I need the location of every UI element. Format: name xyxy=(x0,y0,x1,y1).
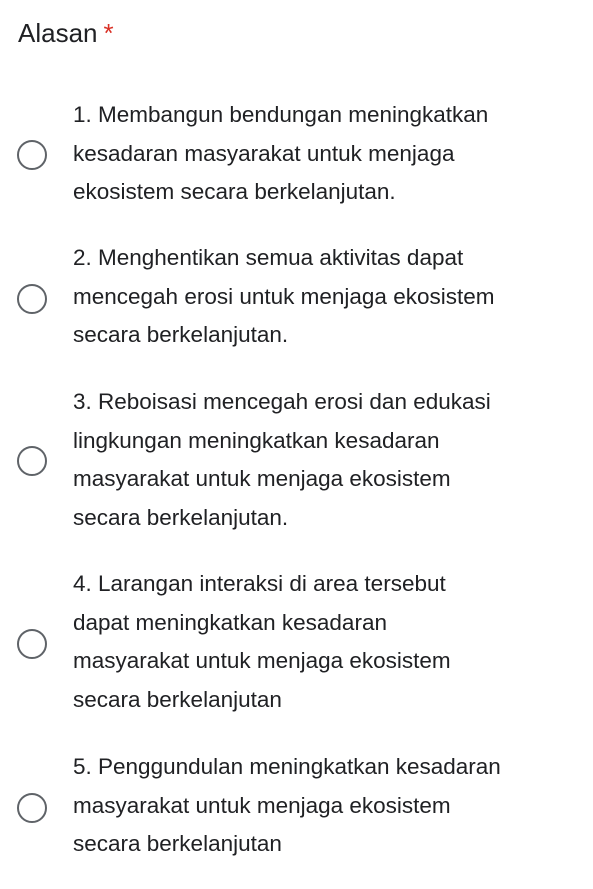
radio-option-5[interactable] xyxy=(0,748,593,868)
option-label[interactable]: 1. Membangun bendungan meningkatkan kesadaran masyarakat untuk menjaga ekosistem secara berkelanjutan. xyxy=(73,102,489,204)
radio-option-4[interactable] xyxy=(0,565,593,723)
question-title-text: Alasan xyxy=(18,18,98,48)
radio-unchecked-icon[interactable] xyxy=(17,284,47,314)
option-label[interactable]: 3. Reboisasi mencegah erosi dan edukasi lingkungan meningkatkan kesadaran masyarakat untuk menjaga ekosistem secara berkelanjutan. xyxy=(73,389,491,530)
radio-option-2[interactable] xyxy=(0,239,593,359)
radio-option-1[interactable] xyxy=(0,96,593,216)
required-star: * xyxy=(103,18,114,48)
option-label[interactable]: 2. Menghentikan semua aktivitas dapat mencegah erosi untuk menjaga ekosistem secara berkelanjutan. xyxy=(73,245,495,347)
option-label[interactable]: 4. Larangan interaksi di area tersebut dapat meningkatkan kesadaran masyarakat untuk menjaga ekosistem secara berkelanjutan xyxy=(73,571,451,712)
radio-unchecked-icon[interactable] xyxy=(17,629,47,659)
question-title xyxy=(18,14,114,52)
radio-option-3[interactable] xyxy=(0,383,593,541)
option-label[interactable]: 5. Penggundulan meningkatkan kesadaran masyarakat untuk menjaga ekosistem secara berkelanjutan xyxy=(73,754,501,856)
radio-unchecked-icon[interactable] xyxy=(17,446,47,476)
radio-unchecked-icon[interactable] xyxy=(17,140,47,170)
radio-unchecked-icon[interactable] xyxy=(17,793,47,823)
